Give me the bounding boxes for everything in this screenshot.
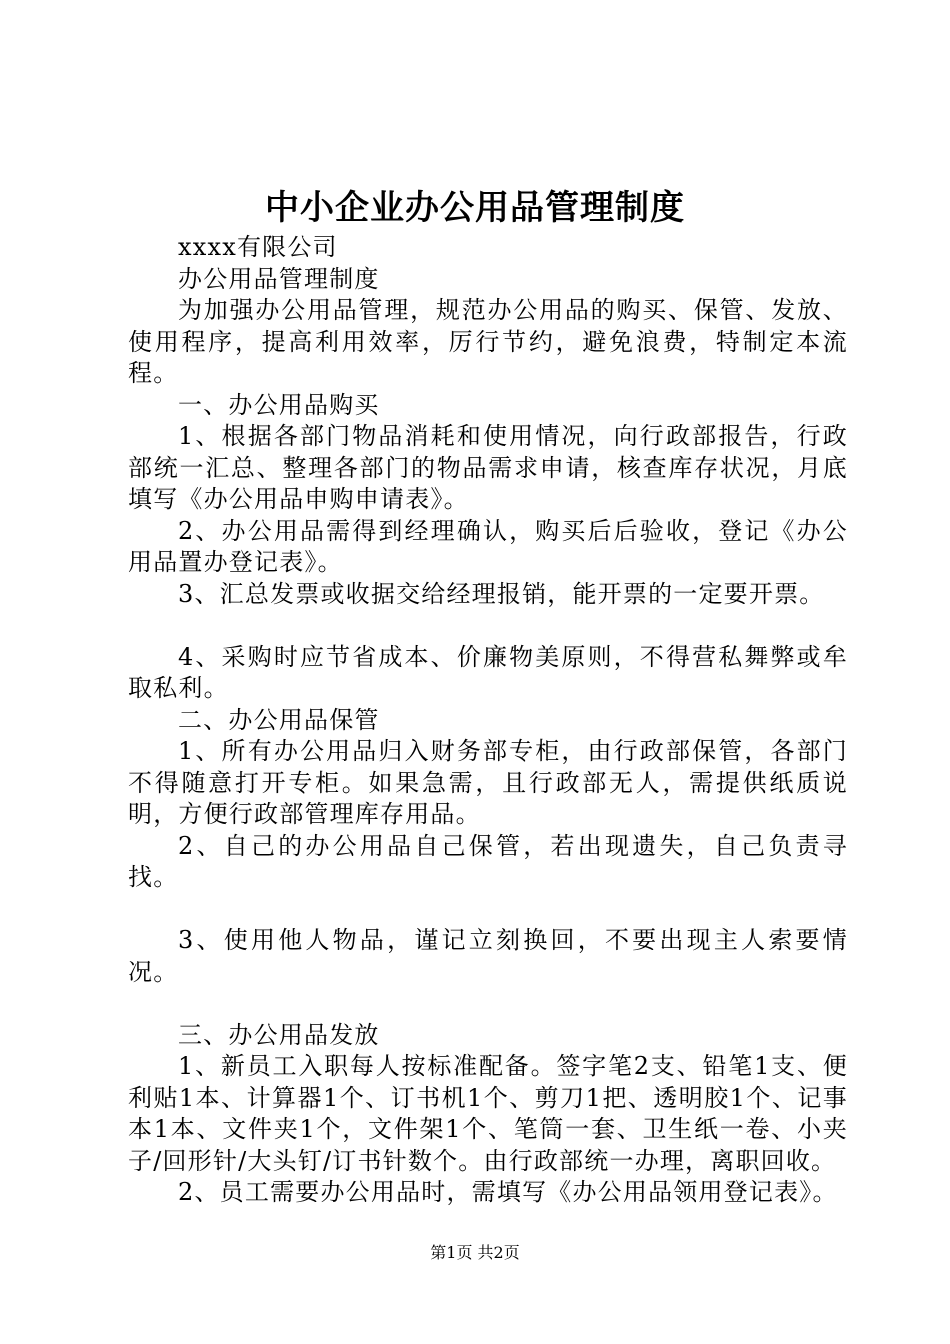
paragraph: 3、使用他人物品，谨记立刻换回，不要出现主人索要情况。 [128, 926, 848, 986]
paragraph: 1、根据各部门物品消耗和使用情况，向行政部报告，行政部统一汇总、整理各部门的物品需求申请，核查库存状况，月底填写《办公用品申购申请表》。 [128, 422, 848, 513]
page-footer: 第1页 共2页 [430, 1243, 520, 1262]
paragraph: 3、汇总发票或收据交给经理报销，能开票的一定要开票。 [178, 579, 825, 608]
section-heading-storage: 二、办公用品保管 [178, 705, 380, 734]
company-name: xxxx有限公司 [178, 233, 338, 261]
blank-line [128, 988, 848, 1020]
blank-line [128, 894, 848, 926]
paragraph: 2、办公用品需得到经理确认，购买后后验收，登记《办公用品置办登记表》。 [128, 516, 848, 576]
paragraph: 2、自己的办公用品自己保管，若出现遗失，自己负责寻找。 [128, 831, 848, 891]
document-title: 中小企业办公用品管理制度 [265, 188, 685, 228]
subtitle: 办公用品管理制度 [178, 264, 380, 293]
paragraph: 4、采购时应节省成本、价廉物美原则，不得营私舞弊或牟取私利。 [128, 642, 848, 702]
paragraph: 1、所有办公用品归入财务部专柜，由行政部保管，各部门不得随意打开专柜。如果急需，且行政部无人，需提供纸质说明，方便行政部管理库存用品。 [128, 737, 848, 828]
blank-line [128, 610, 848, 642]
section-heading-distribution: 三、办公用品发放 [178, 1020, 380, 1049]
intro-paragraph: 为加强办公用品管理，规范办公用品的购买、保管、发放、使用程序，提高利用效率，厉行节约，避免浪费，特制定本流程。 [128, 296, 848, 387]
paragraph: 1、新员工入职每人按标准配备。签字笔2支、铅笔1支、便利贴1本、计算器1个、订书机1个、剪刀1把、透明胶1个、记事本1本、文件夹1个，文件架1个、笔筒一套、卫生纸一卷、小夹子/回形针/大头钉/订书针数个。由行政部统一办理，离职回收。 [128, 1052, 848, 1175]
paragraph: 2、员工需要办公用品时，需填写《办公用品领用登记表》。 [178, 1178, 838, 1206]
document-body [128, 232, 848, 1209]
section-heading-purchase: 一、办公用品购买 [178, 390, 380, 419]
